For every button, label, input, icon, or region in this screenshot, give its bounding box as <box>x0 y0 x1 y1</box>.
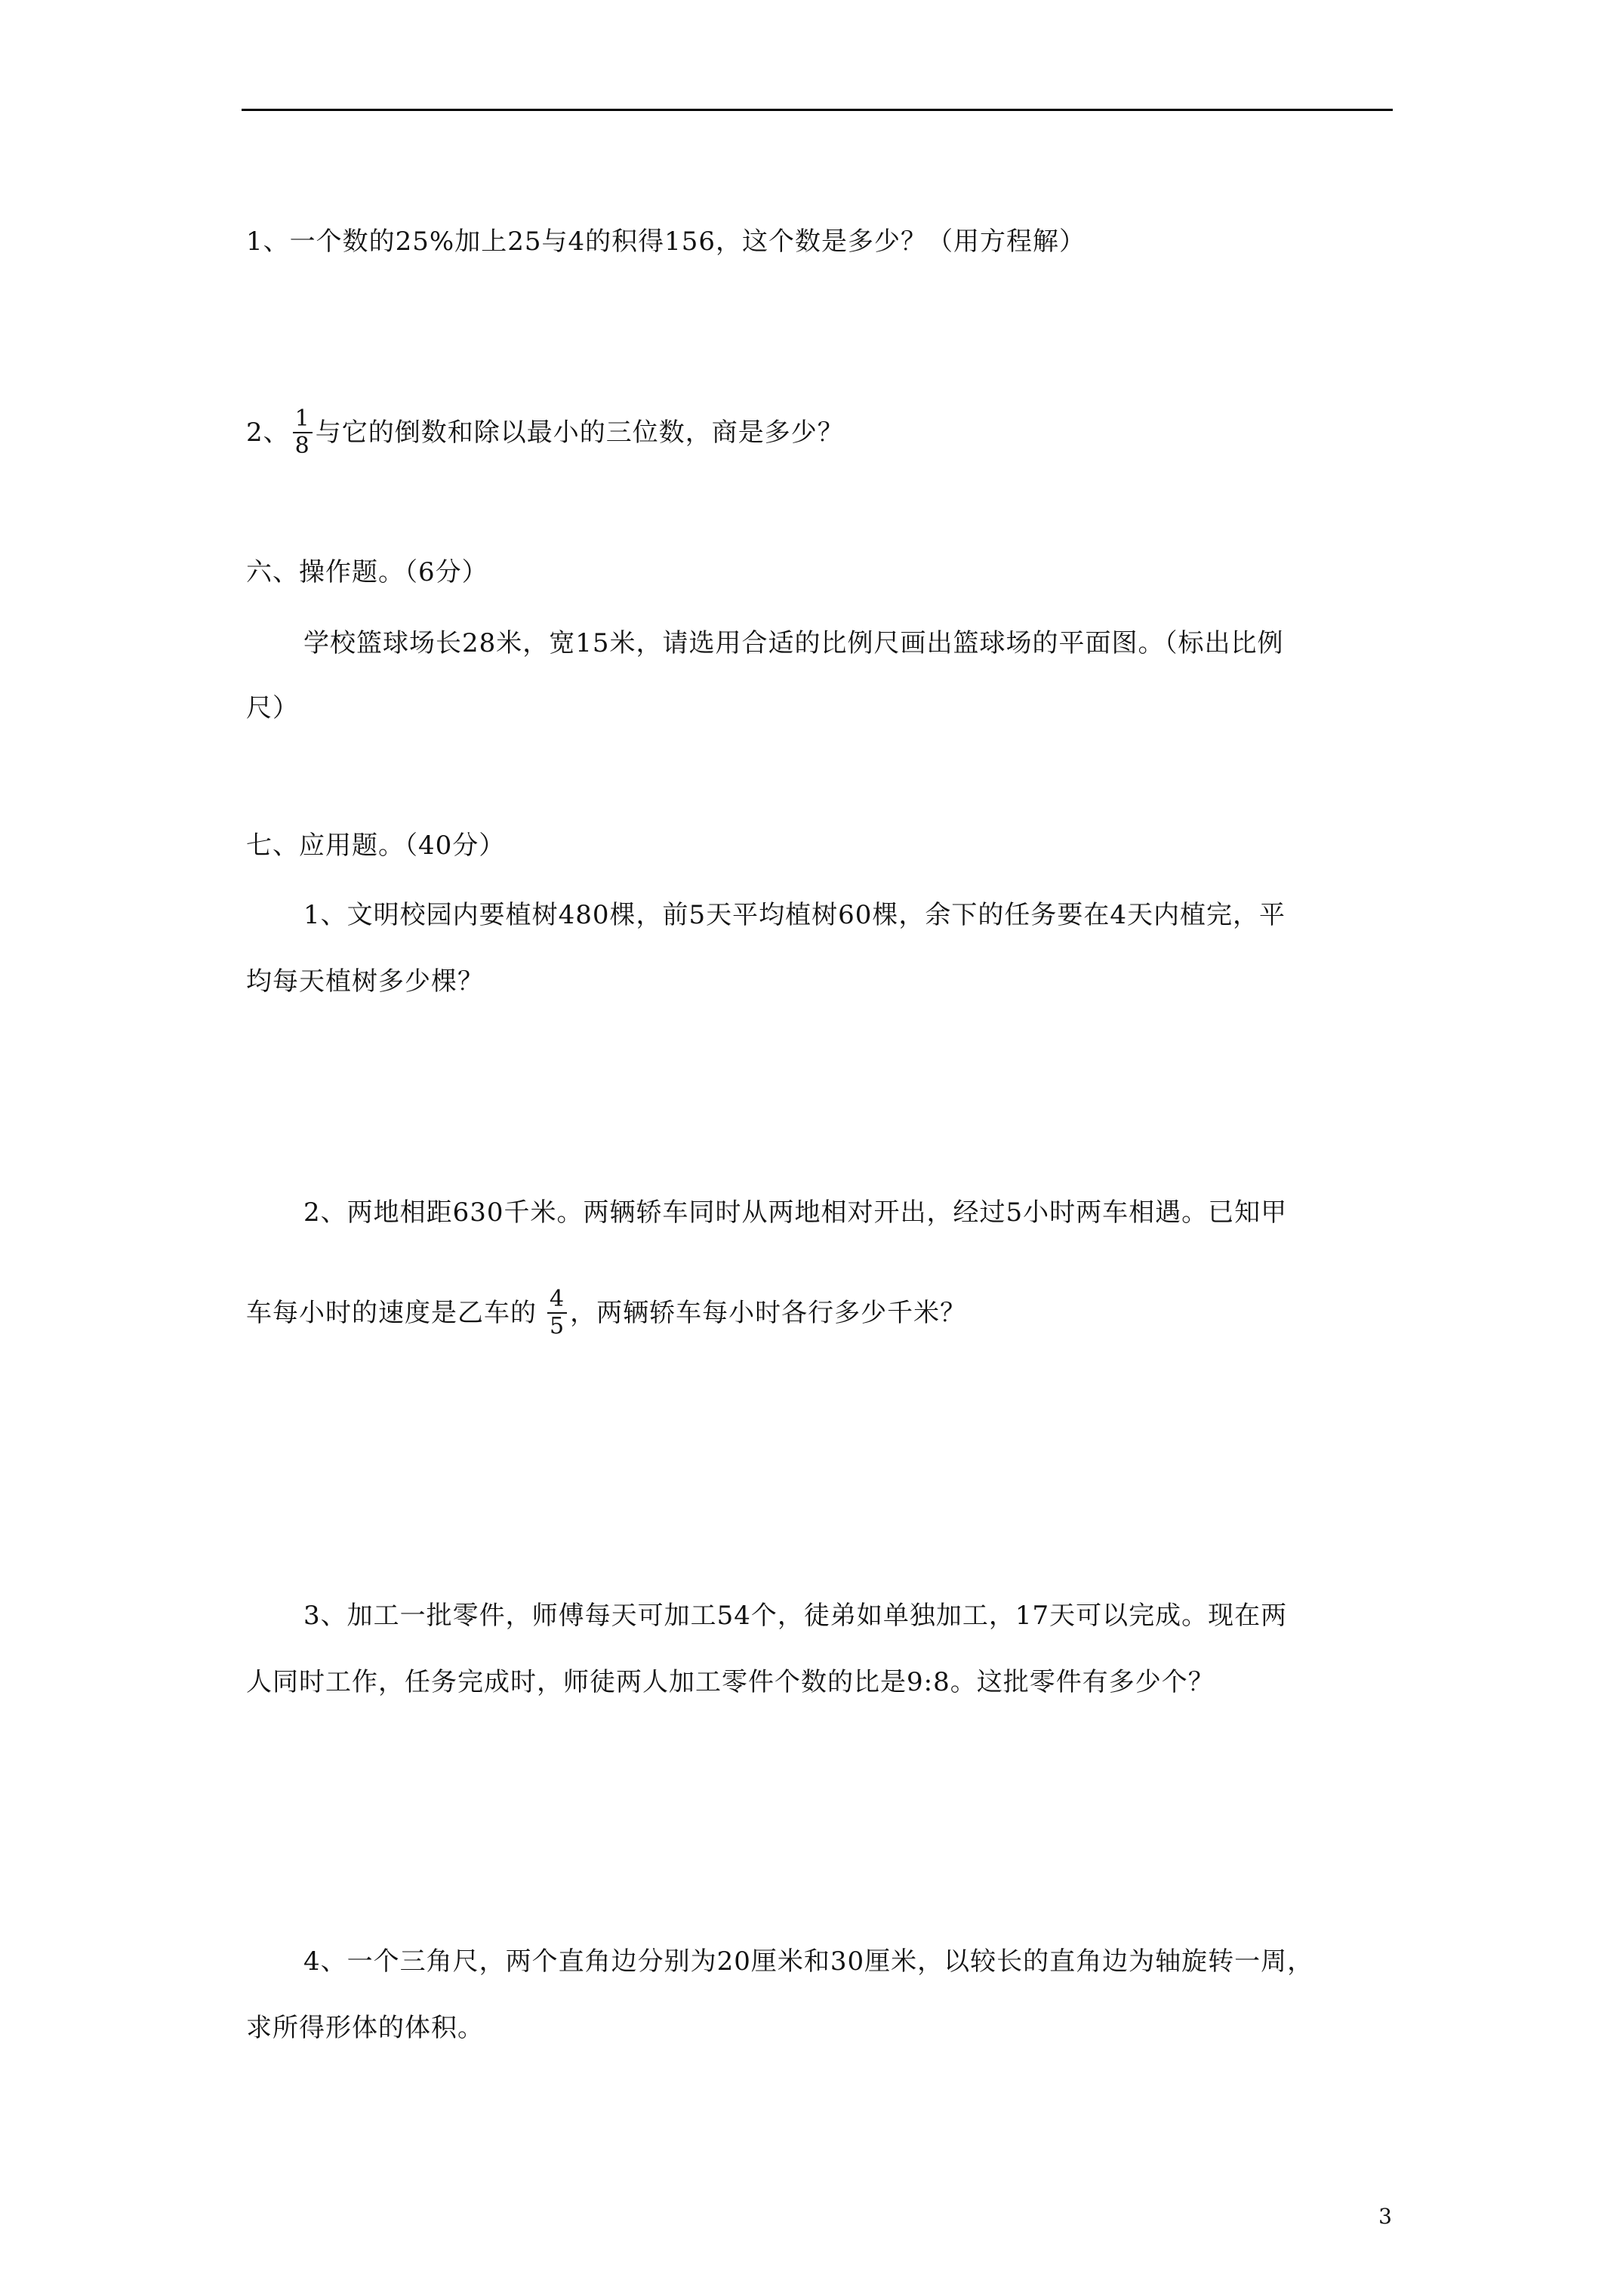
section-6-text-line1: 学校篮球场长28米，宽15米，请选用合适的比例尺画出篮球场的平面图。（标出比例 <box>303 628 1284 658</box>
question-7-1-line1: 1、文明校园内要植树480棵，前5天平均植树60棵，余下的任务要在4天内植完，平 <box>303 900 1286 930</box>
question-7-2-line2-prefix: 车每小时的速度是乙车的 <box>246 1298 537 1328</box>
question-7-2-line1: 2、两地相距630千米。两辆轿车同时从两地相对开出，经过5小时两车相遇。已知甲 <box>303 1197 1288 1228</box>
question-5-1: 1、一个数的25%加上25与4的积得156，这个数是多少？（用方程解） <box>246 227 1086 257</box>
section-7-heading: 七、应用题。（40分） <box>246 831 506 861</box>
question-5-2-number: 2、 <box>246 418 290 448</box>
section-6-heading: 六、操作题。（6分） <box>246 557 488 587</box>
question-5-2 <box>246 405 844 461</box>
fraction-denominator: 5 <box>550 1313 565 1339</box>
question-7-3-line1: 3、加工一批零件，师傅每天可加工54个，徒弟如单独加工，17天可以完成。现在两 <box>303 1601 1288 1631</box>
question-7-1-line2: 均每天植树多少棵？ <box>246 966 484 997</box>
fraction-one-eighth <box>293 406 313 459</box>
fraction-four-fifths <box>547 1287 567 1339</box>
page-number: 3 <box>1378 2204 1392 2229</box>
fraction-numerator: 4 <box>547 1287 567 1314</box>
question-7-2-line2-suffix: ，两辆轿车每小时各行多少千米？ <box>570 1298 967 1328</box>
question-7-4-line2: 求所得形体的体积。 <box>246 2013 484 2043</box>
question-7-3-line2: 人同时工作，任务完成时，师徒两人加工零件个数的比是9:8。这批零件有多少个？ <box>246 1667 1215 1697</box>
question-5-2-text: 与它的倒数和除以最小的三位数，商是多少？ <box>315 418 844 448</box>
fraction-numerator: 1 <box>293 406 313 433</box>
fraction-denominator: 8 <box>294 433 310 459</box>
question-7-2-line2 <box>246 1288 966 1341</box>
section-6-text-line2: 尺） <box>246 693 299 723</box>
question-7-4-line1: 4、一个三角尺，两个直角边分别为20厘米和30厘米，以较长的直角边为轴旋转一周， <box>303 1946 1314 1977</box>
header-rule <box>242 109 1393 111</box>
